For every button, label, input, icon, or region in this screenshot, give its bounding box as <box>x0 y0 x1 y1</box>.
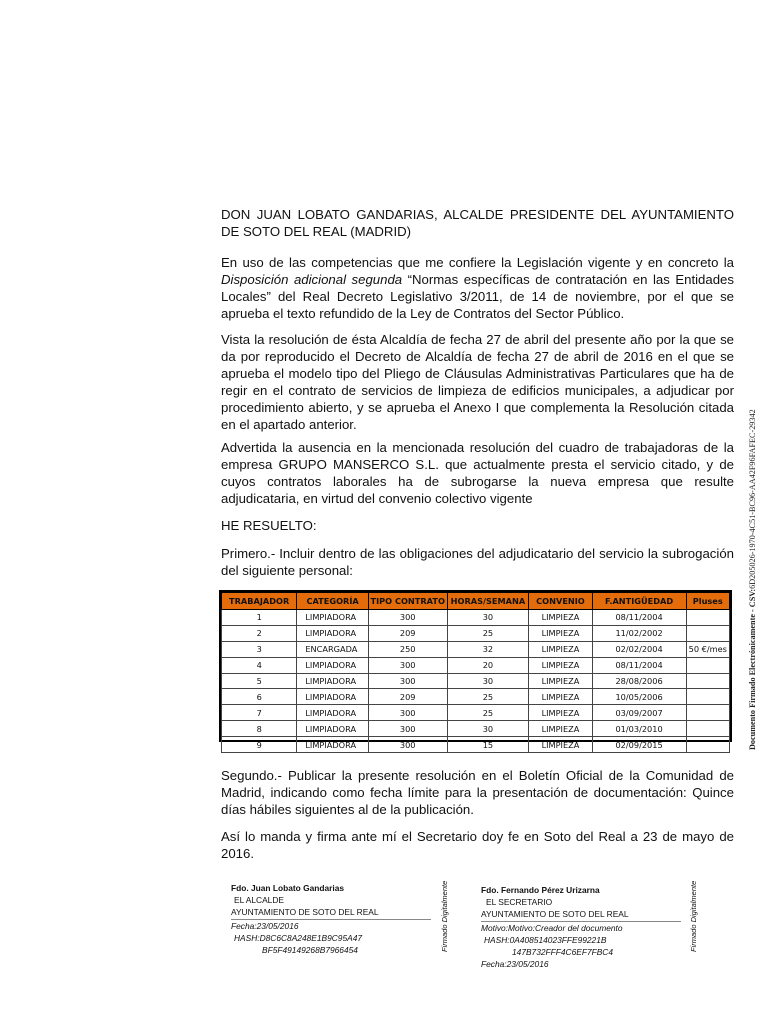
p1-text-end: “Normas específicas de contratación en las Entidades Locales” del Real Decreto Legislativo 3/2011, de 14 de noviembre, por el que se aprueba el texto refundido de la Ley de Contratos del Sector Público. <box>221 272 734 321</box>
table-cell: 32 <box>447 641 529 657</box>
table-row <box>222 721 730 737</box>
table-cell: 7 <box>222 705 297 721</box>
table-cell: LIMPIADORA <box>297 705 369 721</box>
table-cell: 50 €/mes <box>686 641 730 657</box>
table-cell: LIMPIEZA <box>529 737 592 753</box>
table-row <box>222 657 730 673</box>
table-header-cell: Pluses <box>686 593 730 610</box>
signature-left <box>231 882 431 956</box>
table-cell: 1 <box>222 610 297 626</box>
table-cell: LIMPIADORA <box>297 721 369 737</box>
table-cell: LIMPIEZA <box>529 705 592 721</box>
table-cell: 250 <box>368 641 447 657</box>
table-header-cell: CATEGORÍA <box>297 593 369 610</box>
table-cell <box>686 705 730 721</box>
table-cell: LIMPIADORA <box>297 610 369 626</box>
table-row <box>222 673 730 689</box>
table-cell <box>686 737 730 753</box>
table-cell: 08/11/2004 <box>592 657 686 673</box>
table-cell: 25 <box>447 625 529 641</box>
p1-italic-text: Disposición adicional segunda <box>221 272 403 287</box>
table-cell: 8 <box>222 721 297 737</box>
table-row <box>222 705 730 721</box>
sig-right-hash-2: 147B732FFF4C6EF7FBC4 <box>512 947 614 958</box>
table-cell: 02/02/2004 <box>592 641 686 657</box>
sig-left-name: Fdo. Juan Lobato Gandarias <box>231 883 345 893</box>
csv-code: 6D205026-1970-4C51-BC96-AA42F96FAFEC-29342 <box>748 409 757 589</box>
table-cell: LIMPIEZA <box>529 673 592 689</box>
table-header-cell: CONVENIO <box>529 593 592 610</box>
sig-left-hash-2: BF5F49149268B7966454 <box>262 945 358 956</box>
personnel-table <box>219 590 732 750</box>
table-cell <box>686 689 730 705</box>
table-row <box>222 610 730 626</box>
paragraph-asi-lo-manda: Así lo manda y firma ante mí el Secretario doy fe en Soto del Real a 23 de mayo de 2016. <box>221 829 734 861</box>
sig-right-motivo: Motivo:Motivo:Creador del documento <box>481 922 623 933</box>
table-cell <box>686 610 730 626</box>
table-cell: 9 <box>222 737 297 753</box>
sig-right-org: AYUNTAMIENTO DE SOTO DEL REAL <box>481 908 681 921</box>
table-row <box>222 737 730 753</box>
table-cell: LIMPIEZA <box>529 641 592 657</box>
table-body <box>222 610 730 753</box>
table-cell: LIMPIADORA <box>297 737 369 753</box>
table-cell <box>686 721 730 737</box>
table-cell: 08/11/2004 <box>592 610 686 626</box>
table-cell: 02/09/2015 <box>592 737 686 753</box>
table-cell <box>686 673 730 689</box>
sig-right-date: Fecha:23/05/2016 <box>481 959 549 970</box>
table-cell <box>686 625 730 641</box>
table-cell: 2 <box>222 625 297 641</box>
table-row <box>222 625 730 641</box>
table-cell: 300 <box>368 657 447 673</box>
paragraph-he-resuelto: HE RESUELTO: <box>221 518 317 533</box>
sig-left-hash-1: HASH:D8C6C8A248E1B9C95A47 <box>234 932 363 943</box>
table-cell: LIMPIEZA <box>529 721 592 737</box>
table-cell: 3 <box>222 641 297 657</box>
csv-sidebar <box>748 409 757 750</box>
document-heading: DON JUAN LOBATO GANDARIAS, ALCALDE PRESIDENTE DEL AYUNTAMIENTO DE SOTO DEL REAL (MADRID) <box>221 207 734 239</box>
table-header-cell: TRABAJADOR <box>222 593 297 610</box>
table-cell: 300 <box>368 737 447 753</box>
table-cell: 4 <box>222 657 297 673</box>
paragraph-advertida: Advertida la ausencia en la mencionada resolución del cuadro de trabajadoras de la empresa GRUPO MANSERCO S.L. que actualmente presta el servicio citado, y de cuyos contratos laborales ha de subrogarse la nueva empresa que resulte adjudicataria, en virtud del convenio colectivo vigente <box>221 440 734 506</box>
paragraph-primero: Primero.- Incluir dentro de las obligaciones del adjudicatario del servicio la subrogación del siguiente personal: <box>221 546 734 578</box>
table-cell: 300 <box>368 705 447 721</box>
table-row <box>222 641 730 657</box>
table-cell: LIMPIADORA <box>297 689 369 705</box>
table-cell: 25 <box>447 689 529 705</box>
table-cell: 25 <box>447 705 529 721</box>
sig-right-name: Fdo. Fernando Pérez Urizarna <box>481 885 600 895</box>
table-cell: ENCARGADA <box>297 641 369 657</box>
table-cell: LIMPIEZA <box>529 689 592 705</box>
table-cell: LIMPIADORA <box>297 673 369 689</box>
table-cell: 20 <box>447 657 529 673</box>
sig-right-stamp: Firmado Digitalmente <box>689 880 698 952</box>
table-cell: 5 <box>222 673 297 689</box>
table-cell: 10/05/2006 <box>592 689 686 705</box>
paragraph-competencias <box>221 254 734 322</box>
sig-left-date: Fecha:23/05/2016 <box>231 920 299 931</box>
table-header-row <box>222 593 730 610</box>
table-cell: 6 <box>222 689 297 705</box>
paragraph-segundo: Segundo.- Publicar la presente resolución en el Boletín Oficial de la Comunidad de Madrid, indicando como fecha límite para la presentación de documentación: Quince días hábiles siguientes al de la publicación. <box>221 768 734 817</box>
sig-left-role: EL ALCALDE <box>234 895 284 906</box>
paragraph-vista: Vista la resolución de ésta Alcaldía de fecha 27 de abril del presente año por la que se da por reproducido el Decreto de Alcaldía de fecha 27 de abril de 2016 en el que se aprueba el modelo tipo del Pliego de Cláusulas Administrativas Particulares que ha de regir en el contrato de servicios de limpieza de edificios municipales, a adjudicar por procedimiento abierto, y se aprueba el Anexo I que complementa la Resolución citada en el apartado anterior. <box>221 332 734 432</box>
table-cell: 28/08/2006 <box>592 673 686 689</box>
table-cell: 30 <box>447 610 529 626</box>
table-cell: 209 <box>368 689 447 705</box>
table-cell: 30 <box>447 721 529 737</box>
table-cell: LIMPIADORA <box>297 625 369 641</box>
signature-right <box>481 884 681 970</box>
table-cell <box>686 657 730 673</box>
table-row <box>222 689 730 705</box>
table-cell: 15 <box>447 737 529 753</box>
table-cell: 300 <box>368 610 447 626</box>
table-cell: LIMPIADORA <box>297 657 369 673</box>
table-header-cell: TIPO CONTRATO <box>368 593 447 610</box>
sig-right-role: EL SECRETARIO <box>486 897 553 908</box>
table-cell: 01/03/2010 <box>592 721 686 737</box>
sig-left-org: AYUNTAMIENTO DE SOTO DEL REAL <box>231 906 431 919</box>
table-cell: 03/09/2007 <box>592 705 686 721</box>
table-header-cell: HORAS/SEMANA <box>447 593 529 610</box>
csv-label: Documento Firmado Electrónicamente - CSV: <box>748 588 757 750</box>
sig-left-stamp: Firmado Digitalmente <box>440 880 449 952</box>
table-cell: 300 <box>368 673 447 689</box>
table-cell: 30 <box>447 673 529 689</box>
p1-text-start: En uso de las competencias que me confiere la Legislación vigente y en concreto la <box>221 255 734 270</box>
table-cell: LIMPIEZA <box>529 657 592 673</box>
sig-right-hash-1: HASH:0A408514023FFE99221B <box>484 934 607 945</box>
table-header-cell: F.ANTIGÜEDAD <box>592 593 686 610</box>
table-cell: 300 <box>368 721 447 737</box>
table-cell: LIMPIEZA <box>529 625 592 641</box>
table-cell: LIMPIEZA <box>529 610 592 626</box>
table-cell: 209 <box>368 625 447 641</box>
table-cell: 11/02/2002 <box>592 625 686 641</box>
